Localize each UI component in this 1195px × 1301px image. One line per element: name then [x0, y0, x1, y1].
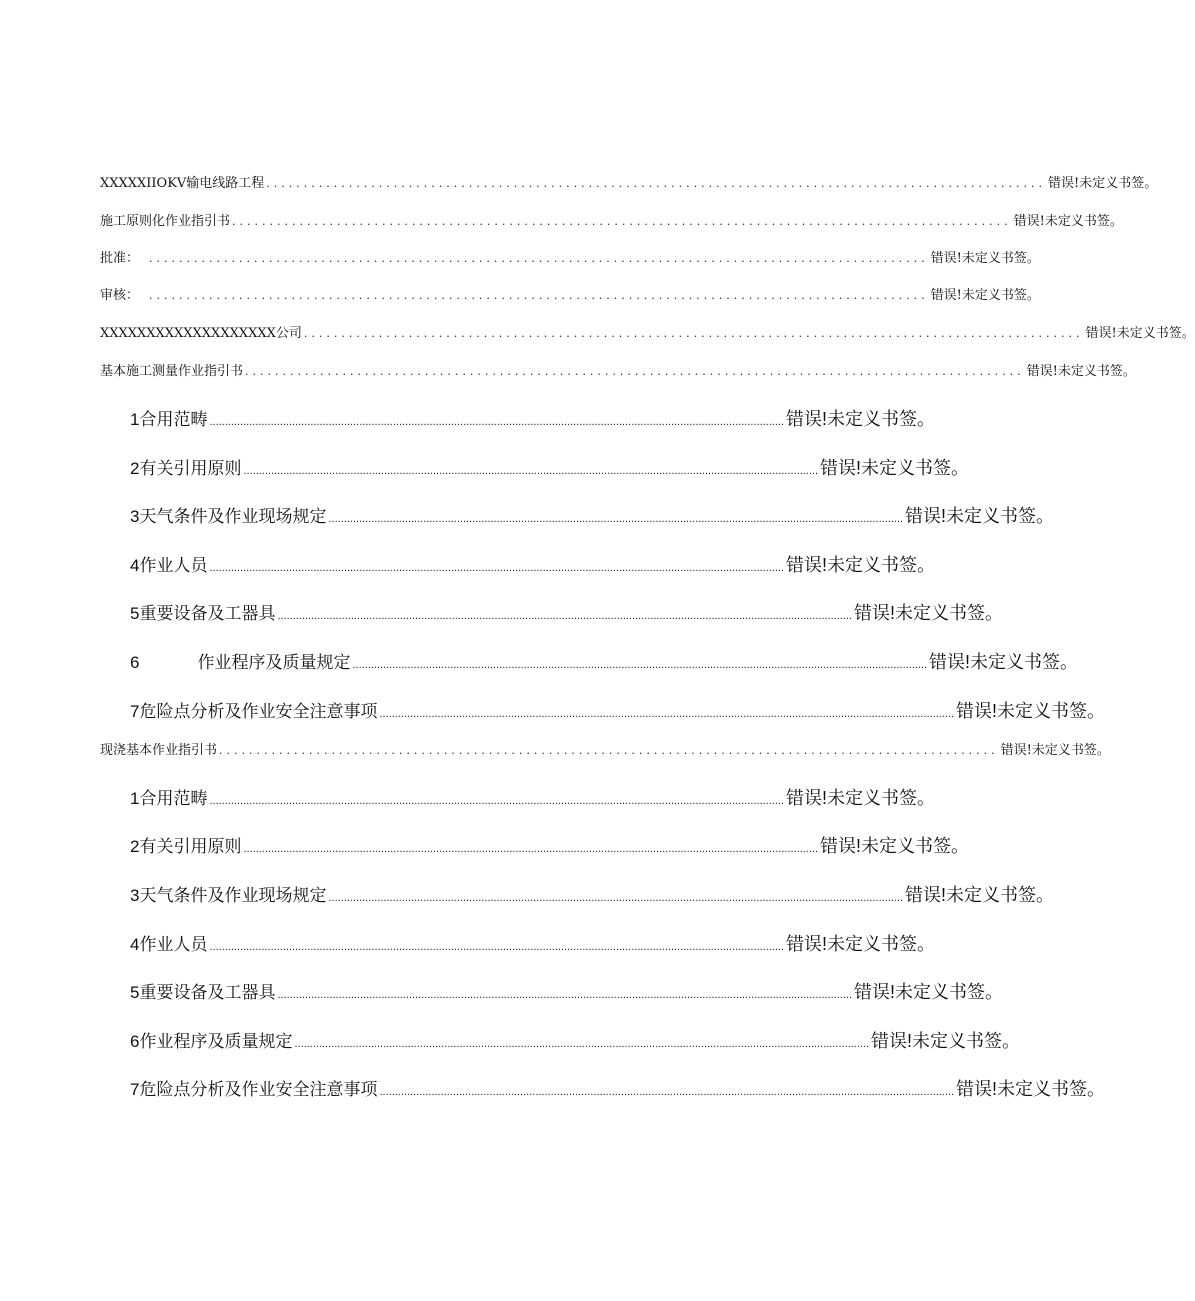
toc-entry-page: 错误!未定义书签。 [956, 1079, 1106, 1099]
dot-leader: ............................................................................................................................................................................................ [352, 659, 928, 671]
toc-entry-page: 错误!未定义书签。 [854, 982, 1004, 1002]
toc-entry-title: 作业程序及质量规定 [197, 653, 351, 672]
toc-subentry[interactable] [130, 832, 970, 858]
toc-entry-title: 审核： [100, 288, 140, 303]
toc-entry-title: 危险点分析及作业安全注意事项 [139, 1080, 378, 1099]
toc-entry-concrete[interactable] [100, 739, 1110, 758]
toc-entry-page: 错误!未定义书签。 [854, 603, 1004, 623]
toc-entry-title: 作业人员 [139, 556, 208, 575]
dot-leader: ............................................................................................................................................................................................ [209, 795, 785, 807]
toc-subentry[interactable] [130, 784, 936, 810]
dot-leader: ........................................................................................................ [245, 365, 1025, 378]
dot-leader: ............................................................................................................................................................................................ [243, 843, 819, 855]
toc-entry-page: 错误!未定义书签。 [905, 885, 1055, 905]
toc-entry-number: 4 [130, 556, 140, 575]
dot-leader: ........................................................................................................ [266, 177, 1046, 190]
toc-entry-title: 合用范畴 [139, 410, 208, 429]
dot-leader: ............................................................................................................................................................................................ [328, 892, 904, 904]
toc-entry-title: 天气条件及作业现场规定 [139, 886, 327, 905]
dot-leader: ............................................................................................................................................................................................ [277, 610, 853, 622]
dot-leader: ............................................................................................................................................................................................ [379, 708, 955, 720]
toc-subentry[interactable] [130, 454, 970, 480]
toc-entry-number: 1 [130, 410, 140, 429]
toc-entry-number: 3 [130, 507, 140, 526]
toc-entry-number: 7 [130, 702, 140, 721]
toc-entry-number: 5 [130, 983, 140, 1002]
dot-leader: ........................................................................................................ [232, 215, 1012, 228]
toc-entry-title: 作业程序及质量规定 [139, 1032, 293, 1051]
toc-subentry[interactable] [130, 648, 1079, 674]
toc-entry-title: 合用范畴 [139, 789, 208, 808]
toc-entry-page: 错误!未定义书签。 [930, 251, 1040, 266]
toc-subentry[interactable] [130, 978, 1004, 1004]
toc-entry-page: 错误!未定义书签。 [905, 506, 1055, 526]
toc-entry-title: XXXXXIIOKV输电线路工程 [100, 176, 265, 191]
toc-entry-number: 6 [130, 1032, 140, 1051]
toc-entry-page: 错误!未定义书签。 [820, 836, 970, 856]
toc-entry-page: 错误!未定义书签。 [871, 1031, 1021, 1051]
dot-leader: ............................................................................................................................................................................................ [379, 1086, 955, 1098]
toc-subentry[interactable] [130, 502, 1055, 528]
toc-entry-title: 有关引用原则 [139, 459, 242, 478]
dot-leader: ........................................................................................................ [149, 252, 929, 265]
toc-entry-review[interactable] [100, 284, 1040, 303]
dot-leader: ............................................................................................................................................................................................ [294, 1038, 870, 1050]
toc-entry-approve[interactable] [100, 247, 1040, 266]
toc-entry-guide[interactable] [100, 210, 1123, 229]
toc-entry-title: XXXXXXXXXXXXXXXXXXX公司 [100, 326, 302, 341]
toc-entry-number: 6 [130, 653, 140, 672]
toc-entry-title: 批准： [100, 251, 140, 266]
dot-leader: ............................................................................................................................................................................................ [209, 416, 785, 428]
toc-entry-page: 错误!未定义书签。 [1000, 743, 1110, 758]
toc-entry-page: 错误!未定义书签。 [1047, 176, 1158, 191]
toc-entry-page: 错误!未定义书签。 [1013, 214, 1123, 229]
toc-entry-title: 重要设备及工器具 [139, 983, 276, 1002]
toc-entry-number: 1 [130, 789, 140, 808]
toc-entry-title: 重要设备及工器具 [139, 604, 276, 623]
toc-entry-page: 错误!未定义书签。 [820, 458, 970, 478]
toc-entry-number: 4 [130, 935, 140, 954]
toc-subentry[interactable] [130, 1075, 1106, 1101]
dot-leader: ............................................................................................................................................................................................ [328, 513, 904, 525]
toc-entry-number: 7 [130, 1080, 140, 1099]
toc-entry-number: 2 [130, 459, 140, 478]
toc-entry-page: 错误!未定义书签。 [930, 288, 1040, 303]
toc-entry-page: 错误!未定义书签。 [786, 788, 936, 808]
toc-entry-number: 3 [130, 886, 140, 905]
dot-leader: ........................................................................................................ [303, 327, 1084, 340]
toc-entry-page: 错误!未定义书签。 [786, 934, 936, 954]
toc-entry-title: 有关引用原则 [139, 837, 242, 856]
toc-entry-title: 危险点分析及作业安全注意事项 [139, 702, 378, 721]
toc-subentry[interactable] [130, 881, 1055, 907]
dot-leader: ........................................................................................................ [149, 289, 929, 302]
toc-entry-number: 2 [130, 837, 140, 856]
toc-entry-title: 现浇基本作业指引书 [100, 743, 218, 758]
toc-subentry[interactable] [130, 930, 936, 956]
toc-entry-page: 错误!未定义书签。 [929, 652, 1079, 672]
dot-leader: ............................................................................................................................................................................................ [209, 562, 785, 574]
toc-entry-page: 错误!未定义书签。 [956, 701, 1106, 721]
toc-entry-title: 基本施工测量作业指引书 [100, 364, 244, 379]
dot-leader: ............................................................................................................................................................................................ [209, 941, 785, 953]
toc-subentry[interactable] [130, 1027, 1021, 1053]
toc-entry-title: 施工原则化作业指引书 [100, 214, 231, 229]
toc-entry-page: 错误!未定义书签。 [786, 409, 936, 429]
dot-leader: ........................................................................................................ [219, 744, 999, 757]
toc-entry-company[interactable] [100, 322, 1195, 341]
toc-subentry[interactable] [130, 697, 1106, 723]
toc-subentry[interactable] [130, 599, 1004, 625]
toc-entry-survey[interactable] [100, 360, 1136, 379]
toc-entry-page: 错误!未定义书签。 [1026, 364, 1136, 379]
toc-entry-title: 天气条件及作业现场规定 [139, 507, 327, 526]
dot-leader: ............................................................................................................................................................................................ [277, 989, 853, 1001]
toc-entry-title: 作业人员 [139, 935, 208, 954]
toc-entry-number: 5 [130, 604, 140, 623]
toc-entry-page: 错误!未定义书签。 [1085, 326, 1195, 341]
dot-leader: ............................................................................................................................................................................................ [243, 465, 819, 477]
toc-subentry[interactable] [130, 405, 936, 431]
toc-entry-project[interactable] [100, 172, 1158, 191]
toc-subentry[interactable] [130, 551, 936, 577]
toc-entry-page: 错误!未定义书签。 [786, 555, 936, 575]
